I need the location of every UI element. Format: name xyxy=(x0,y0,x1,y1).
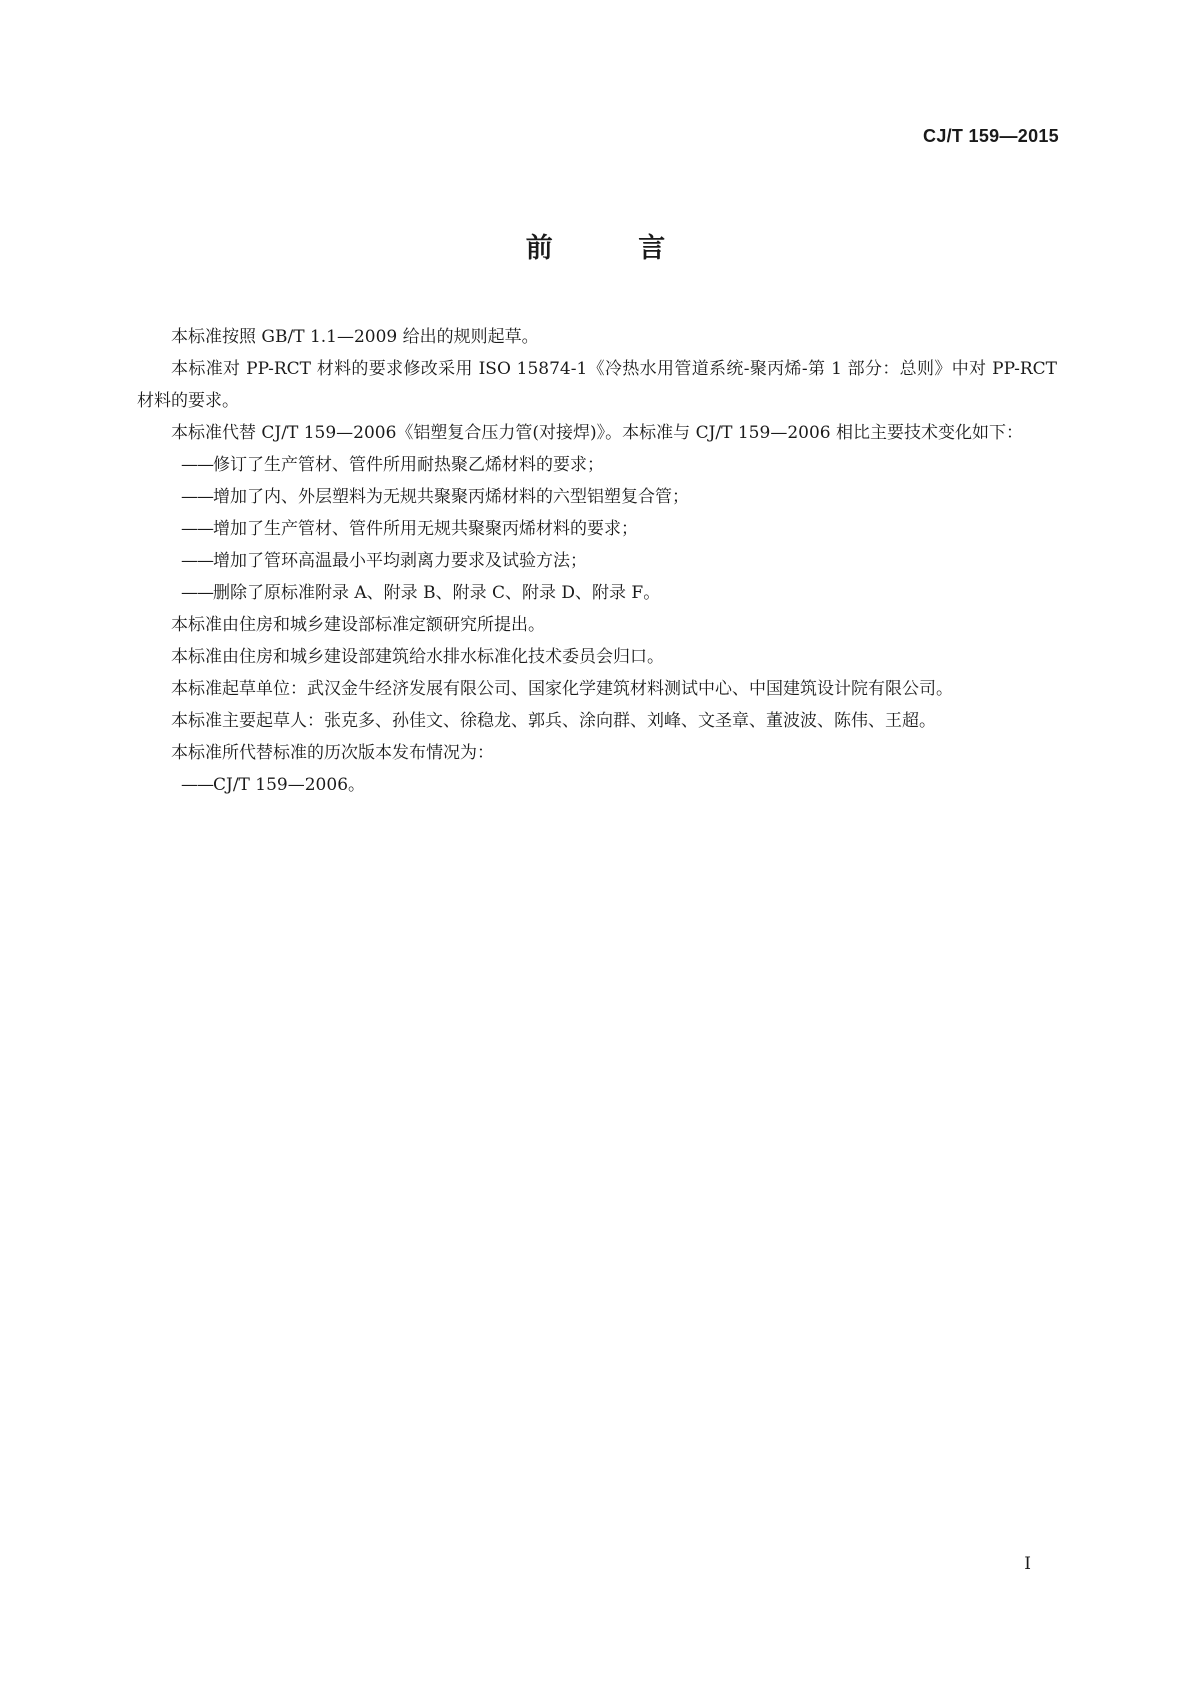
dash-marker: —— xyxy=(181,583,213,603)
foreword-body xyxy=(137,321,1057,801)
paragraph-drafters: 本标准主要起草人：张克多、孙佳文、徐稳龙、郭兵、涂向群、刘峰、文圣章、董波波、陈伟、王超。 xyxy=(171,711,936,731)
paragraph-pp-rct-adoption: 本标准对 PP-RCT 材料的要求修改采用 ISO 15874-1《冷热水用管道系统-聚丙烯-第 1 部分：总则》中对 PP-RCT 材料的要求。 xyxy=(137,359,1057,411)
list-item xyxy=(137,481,1057,513)
dash-marker: —— xyxy=(181,455,213,475)
list-item xyxy=(137,513,1057,545)
paragraph-drafting-rules: 本标准按照 GB/T 1.1—2009 给出的规则起草。 xyxy=(171,327,539,347)
dash-marker: —— xyxy=(181,551,213,571)
paragraph-drafting-units: 本标准起草单位：武汉金牛经济发展有限公司、国家化学建筑材料测试中心、中国建筑设计院有限公司。 xyxy=(171,679,953,699)
list-item-text: CJ/T 159—2006。 xyxy=(213,775,366,795)
dash-marker: —— xyxy=(181,487,213,507)
document-code: CJ/T 159—2015 xyxy=(923,126,1059,146)
list-item xyxy=(137,769,1057,801)
paragraph-centralized-by: 本标准由住房和城乡建设部建筑给水排水标准化技术委员会归口。 xyxy=(171,647,664,667)
paragraph-proposed-by: 本标准由住房和城乡建设部标准定额研究所提出。 xyxy=(171,615,545,635)
list-item-text: 增加了管环高温最小平均剥离力要求及试验方法； xyxy=(213,551,587,571)
list-item xyxy=(137,577,1057,609)
page-number: I xyxy=(1024,1554,1031,1574)
list-item xyxy=(137,449,1057,481)
list-item-text: 增加了生产管材、管件所用无规共聚聚丙烯材料的要求； xyxy=(213,519,638,539)
page-title: 前 言 xyxy=(525,233,704,264)
list-item xyxy=(137,545,1057,577)
list-item-text: 修订了生产管材、管件所用耐热聚乙烯材料的要求； xyxy=(213,455,604,475)
dash-marker: —— xyxy=(181,775,213,795)
dash-marker: —— xyxy=(181,519,213,539)
paragraph-version-history: 本标准所代替标准的历次版本发布情况为： xyxy=(171,743,494,763)
list-item-text: 增加了内、外层塑料为无规共聚聚丙烯材料的六型铝塑复合管； xyxy=(213,487,689,507)
paragraph-replacement: 本标准代替 CJ/T 159—2006《铝塑复合压力管(对接焊)》。本标准与 CJ/T 159—2006 相比主要技术变化如下： xyxy=(171,423,1023,443)
list-item-text: 删除了原标准附录 A、附录 B、附录 C、附录 D、附录 F。 xyxy=(213,583,661,603)
